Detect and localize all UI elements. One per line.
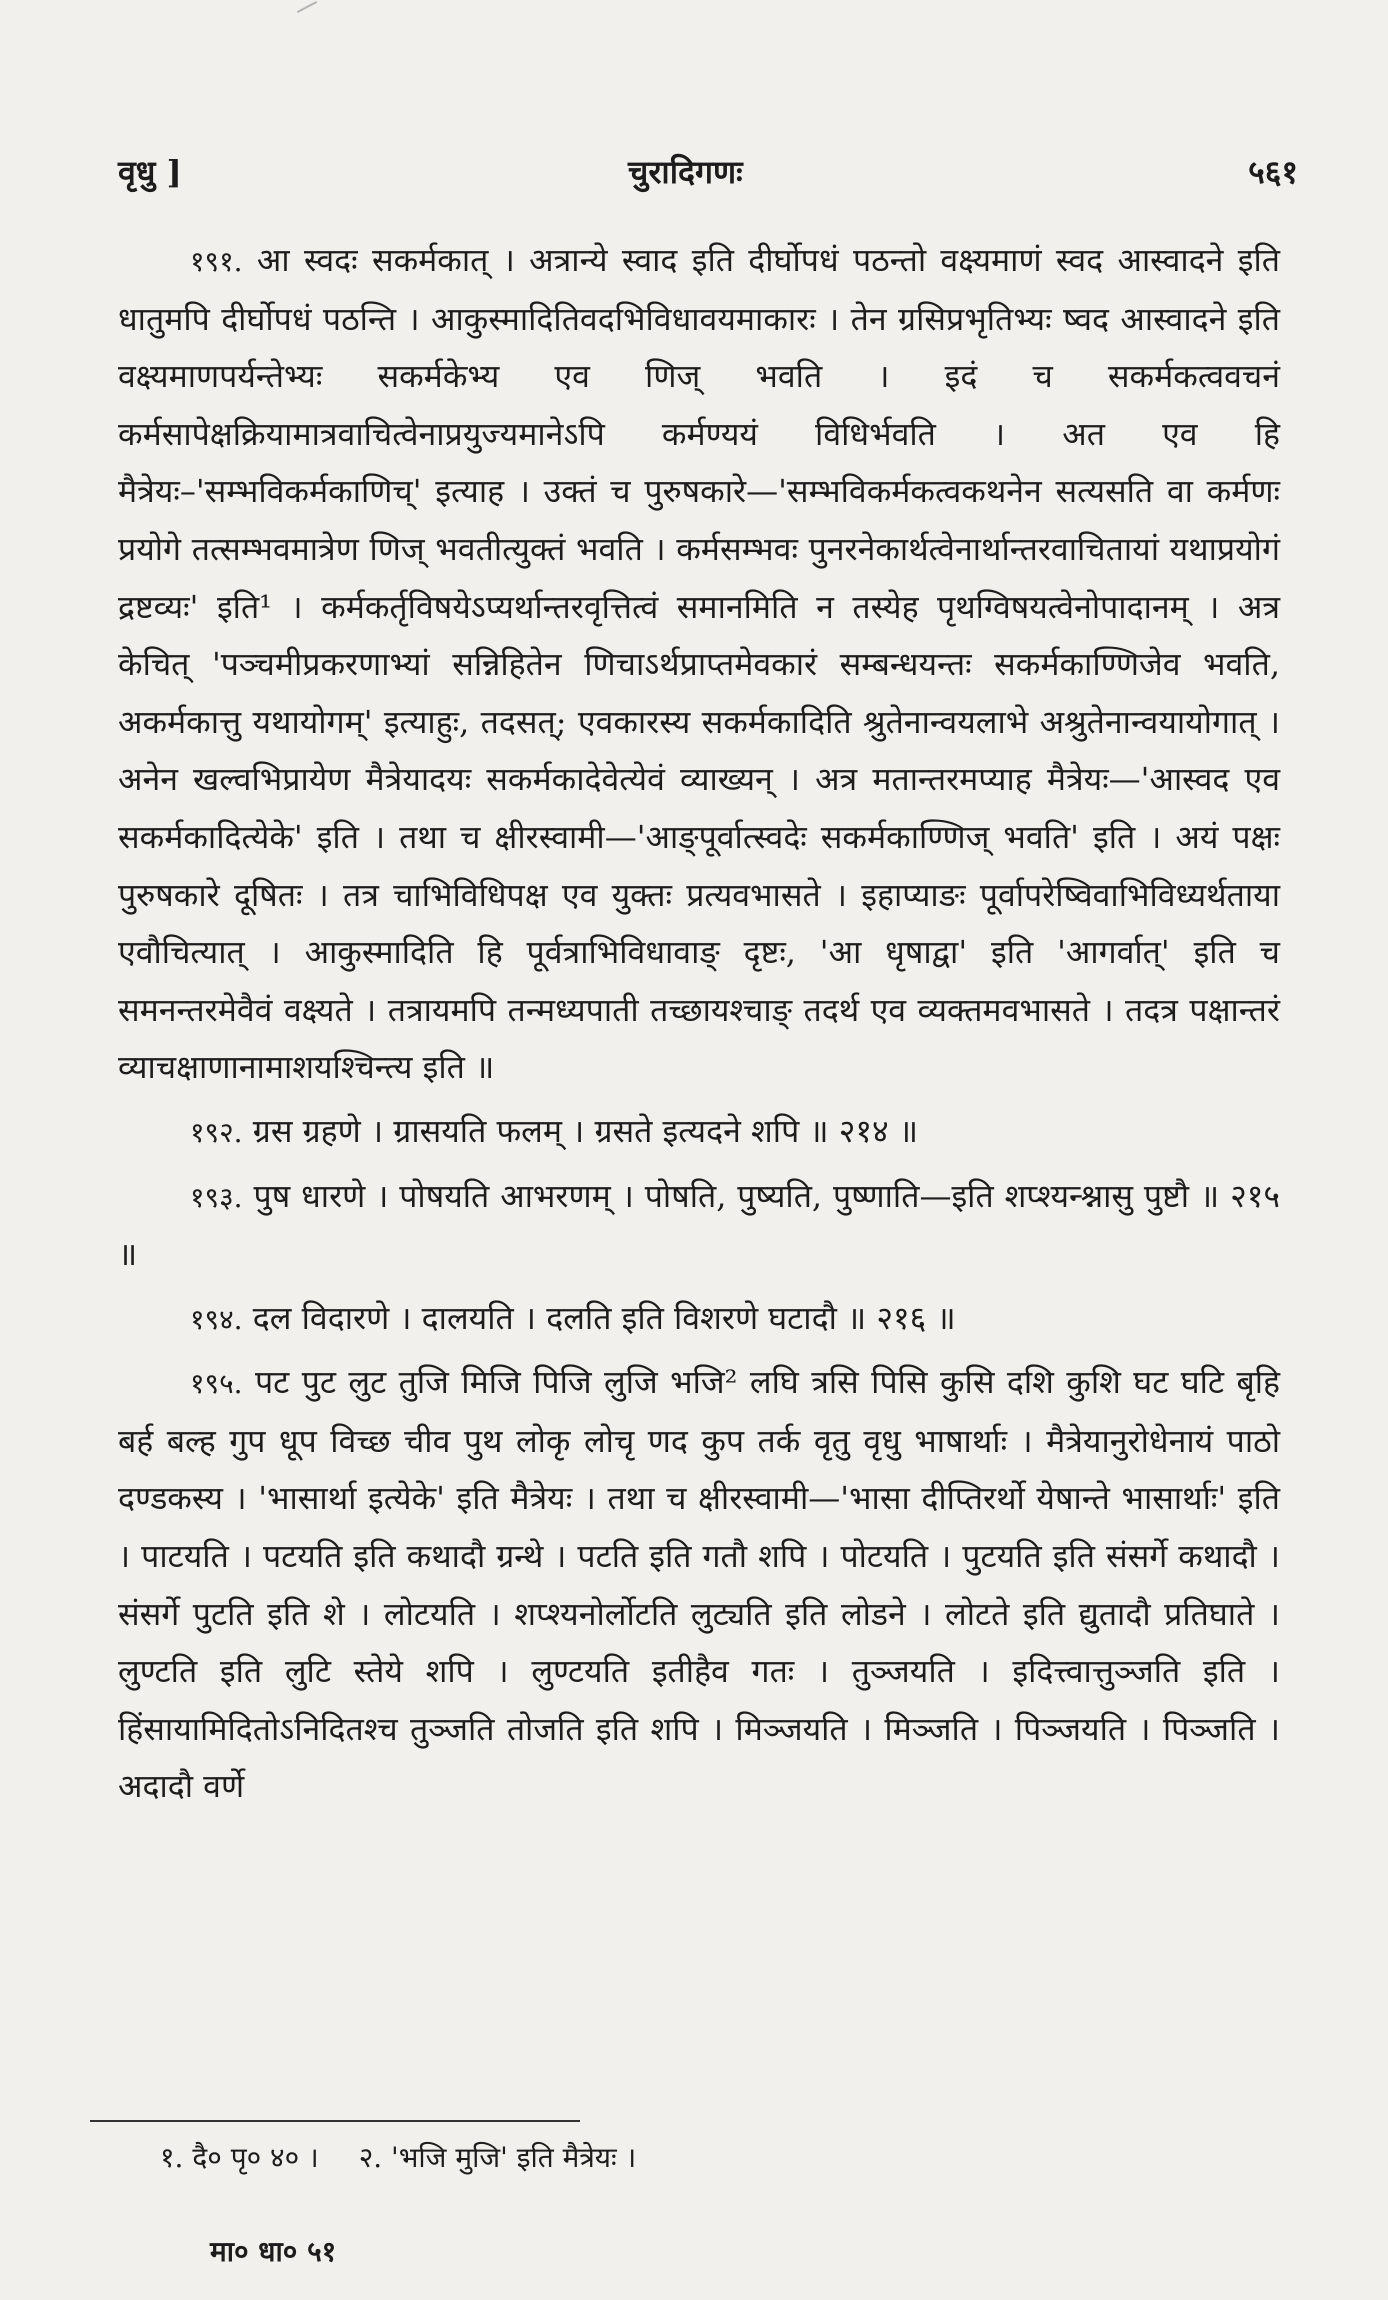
paragraph-text: दल विदारणे । दालयति । दलति इति विशरणे घटादौ ॥ २१६ ॥ [252, 1298, 956, 1337]
paragraph-text: पट पुट लुट तुजि मिजि पिजि लुजि भजि² लघि त्रसि पिसि कुसि दशि कुशि घट घटि बृहि बर्ह बल्ह गुप धूप विच्छ चीव पुथ लोकृ लोचृ णद कुप तर्क वृतु वृधु भाषार्थाः । मैत्रेयानुरोधेनायं पाठो दण्डकस्य । 'भासार्था इत्येके' इति मैत्रेयः । तथा च क्षीरस्वामी—'भासा दीप्तिरर्थो येषान्ते भासार्थाः' इति । पाटयति । पटयति इति कथादौ ग्रन्थे । पटति इति गतौ शपि । पोटयति । पुटयति इति संसर्गे कथादौ । संसर्गे पुटति इति शे । लोटयति । शप्श्यनोर्लोटति लुट्यति इति लोडने । लोटते इति द्युतादौ प्रतिघाते । लुण्टति इति लुटि स्तेये शपि । लुण्टयति इतीहैव गतः । तुञ्जयति । इदित्त्वात्तुञ्जति इति । हिंसायामिदितोऽनिदितश्च तुञ्जति तोजति इति शपि । मिञ्जयति । मिञ्जति । पिञ्जयति । पिञ्जति । अदादौ वर्णे [118, 1363, 1281, 1806]
paragraph-195 [118, 1354, 1280, 1816]
footnote-divider [90, 2120, 580, 2122]
sutra-number: १९४. [190, 1302, 243, 1336]
paragraph-text: ग्रस ग्रहणे । ग्रासयति फलम् । ग्रसते इत्यदने शपि ॥ २१४ ॥ [252, 1111, 919, 1150]
paragraph-192 [118, 1103, 1280, 1162]
footnote-1: १. दै० पृ० ४० । [160, 2141, 319, 2174]
footnotes [160, 2136, 636, 2180]
paragraph-191 [118, 232, 1280, 1097]
running-header [118, 150, 1298, 198]
scan-mark [297, 1, 317, 13]
sutra-number: १९२. [190, 1115, 243, 1149]
paragraph-text: पुष धारणे । पोषयति आभरणम् । पोषति, पुष्यति, पुष्णाति—इति शप्श्यन्श्नासु पुष्टौ ॥ २१५ ॥ [118, 1176, 1281, 1274]
signature-mark: मा० धा० ५१ [210, 2235, 337, 2268]
header-title: चुरादिगणः [628, 153, 743, 191]
header-left: वृधु ] [118, 153, 182, 191]
page-number: ५६१ [1248, 153, 1298, 191]
paragraph-text: आ स्वदः सकर्मकात् । अत्रान्ये स्वाद इति दीर्घोपधं पठन्तो वक्ष्यमाणं स्वद आस्वादने इति धातुमपि दीर्घोपधं पठन्ति । आकुस्मादितिवदभिविधावयमाकारः । तेन ग्रसिप्रभृतिभ्यः ष्वद आस्वादने इति वक्ष्यमाणपर्यन्तेभ्यः सकर्मकेभ्य एव णिज् भवति । इदं च सकर्मकत्ववचनं कर्मसापेक्षक्रियामात्रवाचित्वेनाप्रयुज्यमानेऽपि कर्मण्ययं विधिर्भवति । अत एव हि मैत्रेयः–'सम्भविकर्मकाणिच्' इत्याह । उक्तं च पुरुषकारे—'सम्भविकर्मकत्वकथनेन सत्यसति वा कर्मणः प्रयोगे तत्सम्भवमात्रेण णिज् भवतीत्युक्तं भवति । कर्मसम्भवः पुनरनेकार्थत्वेनार्थान्तरवाचितायां यथाप्रयोगं द्रष्टव्यः' इति¹ । कर्मकर्तृविषयेऽप्यर्थान्तरवृत्तित्वं समानमिति न तस्येह पृथग्विषयत्वेनोपादानम् । अत्र केचित् 'पञ्चमीप्रकरणाभ्यां सन्निहितेन णिचाऽर्थप्राप्तमेवकारं सम्बन्धयन्तः सकर्मकाण्णिजेव भवति, अकर्मकात्तु यथायोगम्' इत्याहुः, तदसत्; एवकारस्य सकर्मकादिति श्रुतेनान्वयलाभे अश्रुतेनान्वयायोगात् । अनेन खल्वभिप्रायेण मैत्रेयादयः सकर्मकादेवेत्येवं व्याख्यन् । अत्र मतान्तरमप्याह मैत्रेयः—'आस्वद एव सकर्मकादित्येके' इति । तथा च क्षीरस्वामी—'आङ्पूर्वात्स्वदेः सकर्मकाण्णिज् भवति' इति । अयं पक्षः पुरुषकारे दूषितः । तत्र चाभिविधिपक्ष एव युक्तः प्रत्यवभासते । इहाप्याङः पूर्वापरेष्विवाभिविध्यर्थताया एवौचित्यात् । आकुस्मादिति हि पूर्वत्राभिविधावाङ् दृष्टः, 'आ धृषाद्वा' इति 'आगर्वात्' इति च समनन्तरमेवैवं वक्ष्यते । तत्रायमपि तन्मध्यपाती तच्छायश्चाङ् तदर्थ एव व्यक्तमवभासते । तदत्र पक्षान्तरं व्याचक्षाणानामाशयश्चिन्त्य इति ॥ [118, 241, 1281, 1087]
sutra-number: १९१. [190, 245, 243, 278]
footnote-2: २. 'भजि मुजि' इति मैत्रेयः । [358, 2141, 637, 2174]
sutra-number: १९३. [190, 1180, 243, 1214]
main-text [118, 232, 1280, 1816]
sutra-number: १९५. [190, 1367, 243, 1401]
paragraph-194 [118, 1290, 1280, 1349]
paragraph-193 [118, 1168, 1280, 1284]
